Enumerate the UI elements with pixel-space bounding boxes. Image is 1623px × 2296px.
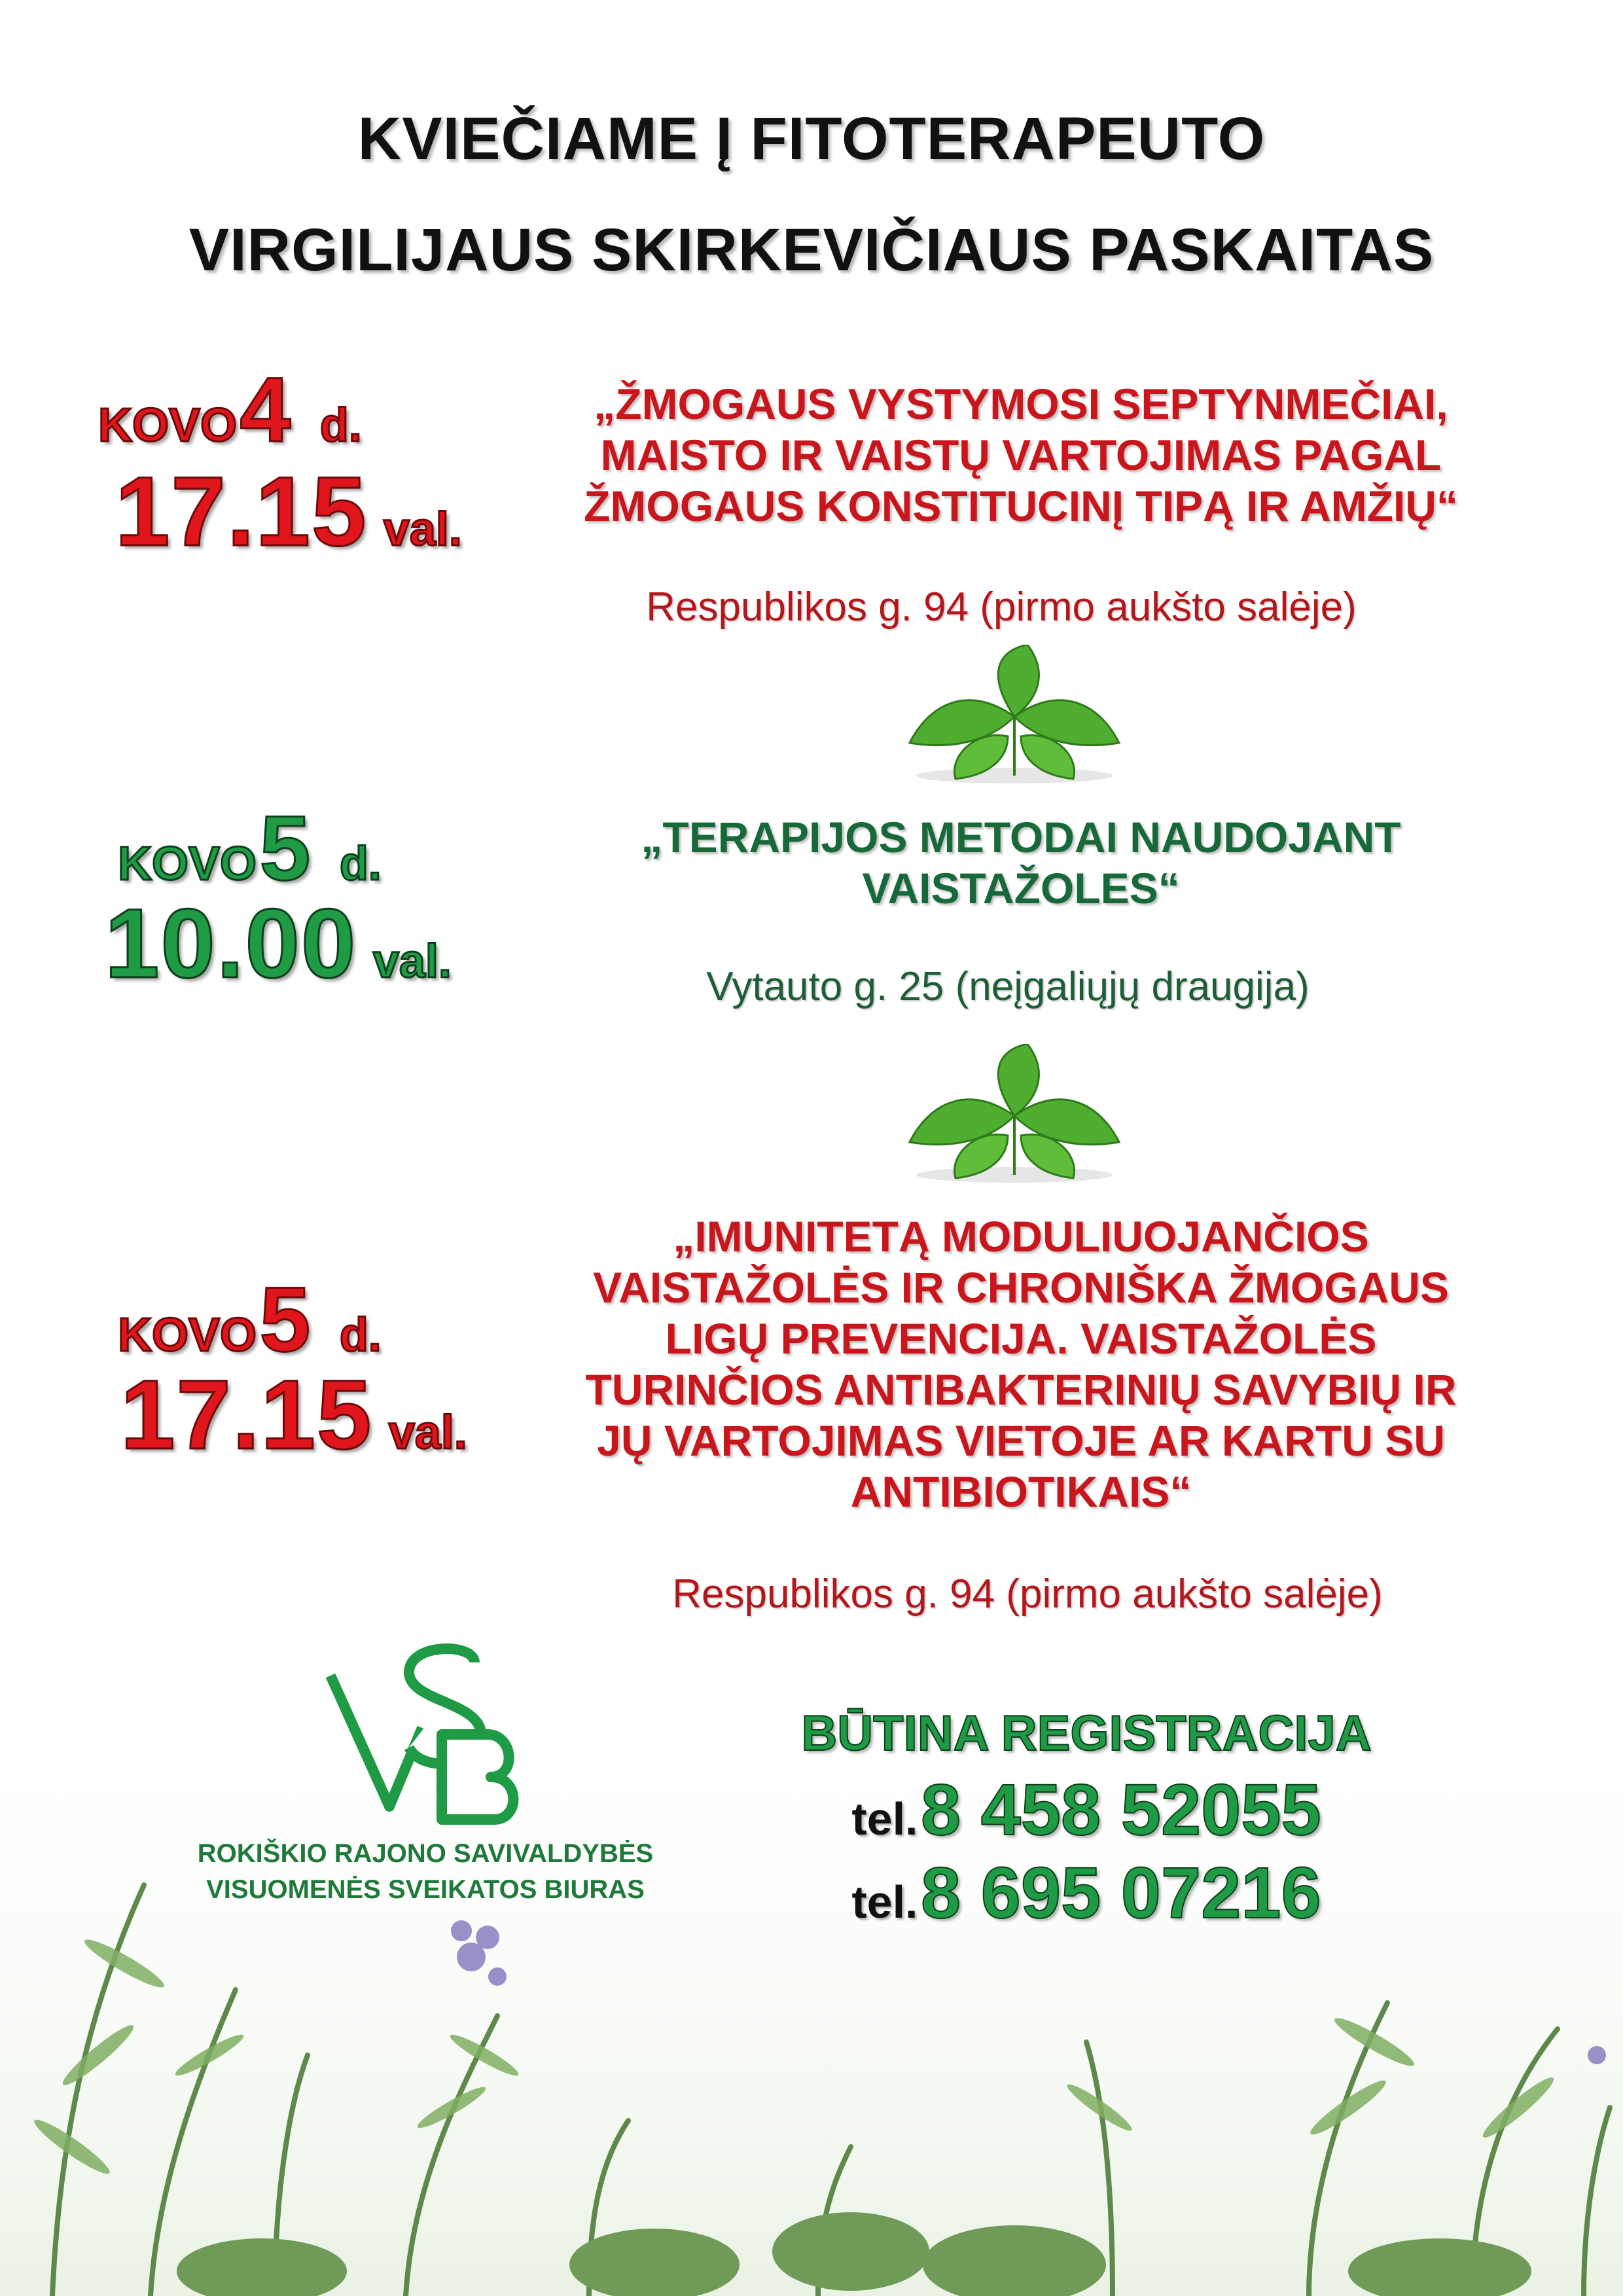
- phone-label: tel.: [851, 1876, 918, 1928]
- event-time-suffix: val.: [388, 1407, 467, 1459]
- event-day-suffix: d.: [319, 399, 362, 452]
- event-3-date: [118, 1266, 524, 1471]
- registration-title: BŪTINA REGISTRACIJA: [801, 1706, 1372, 1761]
- event-time-suffix: val.: [383, 503, 462, 556]
- event-day: 5: [259, 1268, 311, 1371]
- event-month: KOVO: [118, 1309, 257, 1361]
- topic-line: „IMUNITETĄ MODULIUOJANČIOS: [673, 1212, 1369, 1261]
- event-1-date: [98, 357, 504, 568]
- event-month: KOVO: [118, 838, 257, 890]
- mint-leaf-icon: [890, 645, 1139, 789]
- page-title-line-2: VIRGILIJAUS SKIRKEVIČIAUS PASKAITAS: [188, 217, 1435, 283]
- event-3-topic: [517, 1211, 1525, 1517]
- topic-line: MAISTO IR VAISTŲ VARTOJIMAS PAGAL: [600, 431, 1442, 479]
- event-time-suffix: val.: [372, 935, 452, 988]
- organization-name-line-1: ROKIŠKIO RAJONO SAVIVALDYBĖS: [197, 1839, 654, 1868]
- event-time: 10.00: [105, 888, 357, 998]
- event-2-venue: Vytauto g. 25 (neįgaliųjų draugija): [706, 964, 1310, 1009]
- phone-number[interactable]: 8 695 07216: [920, 1853, 1321, 1933]
- topic-line: JŲ VARTOJIMAS VIETOJE AR KARTU SU: [597, 1416, 1445, 1465]
- event-day: 5: [259, 797, 311, 899]
- event-1-topic: [517, 378, 1525, 531]
- event-2-date: [105, 795, 524, 1000]
- event-month: KOVO: [98, 399, 238, 452]
- event-1-venue: Respublikos g. 94 (pirmo aukšto salėje): [646, 584, 1357, 630]
- phone-label: tel.: [851, 1793, 918, 1844]
- event-3-venue: Respublikos g. 94 (pirmo aukšto salėje): [672, 1571, 1383, 1617]
- page-title-line-1: KVIEČIAME Į FITOTERAPEUTO: [357, 105, 1266, 172]
- topic-line: LIGŲ PREVENCIJA. VAISTAŽOLĖS: [665, 1314, 1377, 1363]
- event-2-topic: [517, 812, 1525, 914]
- topic-line: „TERAPIJOS METODAI NAUDOJANT: [641, 813, 1401, 861]
- phone-row-1: [733, 1768, 1440, 1852]
- organization-name-line-2: VISUOMENĖS SVEIKATOS BIURAS: [206, 1875, 645, 1904]
- topic-line: ŽMOGAUS KONSTITUCINĮ TIPĄ IR AMŽIŲ“: [584, 482, 1458, 530]
- registration-block: [733, 1705, 1440, 1935]
- phone-row-2: [733, 1852, 1440, 1935]
- topic-line: VAISTAŽOLĖS IR CHRONIŠKA ŽMOGAUS: [593, 1263, 1449, 1312]
- topic-line: TURINČIOS ANTIBAKTERINIŲ SAVYBIŲ IR: [585, 1365, 1457, 1414]
- phone-number[interactable]: 8 458 52055: [920, 1770, 1321, 1850]
- event-day: 4: [240, 358, 291, 461]
- topic-line: „ŽMOGAUS VYSTYMOSI SEPTYNMEČIAI,: [594, 380, 1448, 428]
- topic-line: VAISTAŽOLES“: [862, 864, 1180, 912]
- event-time: 17.15: [120, 1359, 373, 1469]
- vsb-logo-icon: [324, 1636, 527, 1833]
- event-day-suffix: d.: [339, 1309, 382, 1361]
- organization-block: [196, 1636, 654, 1905]
- mint-leaf-icon: [890, 1044, 1139, 1188]
- event-time: 17.15: [115, 456, 368, 566]
- topic-line: ANTIBIOTIKAIS“: [850, 1467, 1192, 1516]
- event-day-suffix: d.: [339, 838, 382, 890]
